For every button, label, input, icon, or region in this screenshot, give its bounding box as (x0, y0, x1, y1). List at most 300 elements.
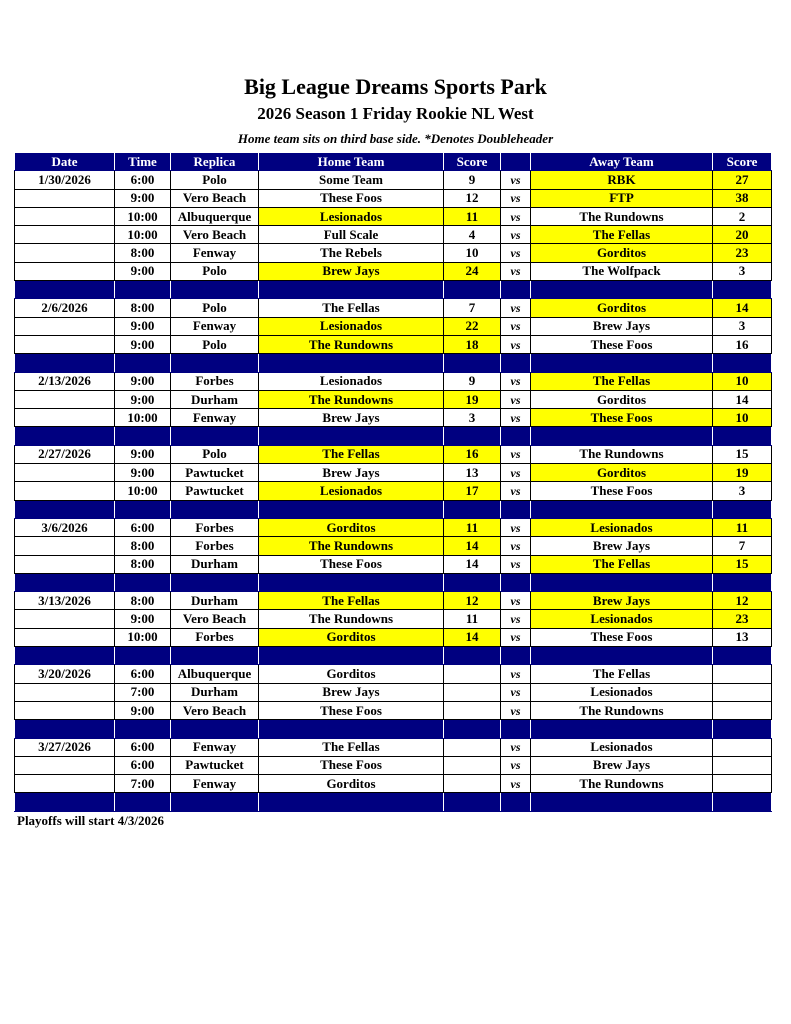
away-score-cell: 15 (713, 555, 772, 573)
separator-cell (15, 793, 115, 811)
home-score-cell (444, 738, 501, 756)
separator-cell (531, 427, 713, 445)
game-row (15, 482, 772, 500)
separator-cell (15, 720, 115, 738)
date-cell: 3/13/2026 (15, 592, 115, 610)
away-team-cell: These Foos (531, 335, 713, 353)
away-score-cell: 10 (713, 409, 772, 427)
away-team-cell: Gorditos (531, 299, 713, 317)
separator-cell (15, 427, 115, 445)
time-cell: 8:00 (115, 592, 171, 610)
away-score-cell (713, 738, 772, 756)
away-team-cell: The Fellas (531, 555, 713, 573)
replica-cell: Pawtucket (171, 482, 259, 500)
away-score-cell: 3 (713, 317, 772, 335)
separator-cell (444, 573, 501, 591)
away-team-cell: Brew Jays (531, 756, 713, 774)
week-separator (15, 647, 772, 665)
away-score-cell: 2 (713, 207, 772, 225)
game-row (15, 226, 772, 244)
header-vs (501, 153, 531, 171)
home-score-cell: 22 (444, 317, 501, 335)
away-score-cell (713, 701, 772, 719)
date-cell: 2/27/2026 (15, 445, 115, 463)
home-score-cell: 7 (444, 299, 501, 317)
separator-cell (501, 647, 531, 665)
replica-cell: Forbes (171, 518, 259, 536)
separator-cell (501, 573, 531, 591)
header-date: Date (15, 153, 115, 171)
home-team-cell: Gorditos (259, 665, 444, 683)
home-team-cell: These Foos (259, 701, 444, 719)
replica-cell: Vero Beach (171, 701, 259, 719)
separator-cell (713, 281, 772, 299)
vs-cell: vs (501, 738, 531, 756)
away-team-cell: These Foos (531, 482, 713, 500)
home-score-cell: 9 (444, 171, 501, 189)
date-cell: 3/27/2026 (15, 738, 115, 756)
separator-cell (171, 720, 259, 738)
away-score-cell: 7 (713, 537, 772, 555)
separator-cell (444, 281, 501, 299)
date-cell: 3/20/2026 (15, 665, 115, 683)
time-cell: 9:00 (115, 335, 171, 353)
separator-cell (713, 500, 772, 518)
home-team-cell: Lesionados (259, 372, 444, 390)
game-row (15, 518, 772, 536)
home-score-cell: 4 (444, 226, 501, 244)
time-cell: 9:00 (115, 372, 171, 390)
separator-cell (171, 354, 259, 372)
away-score-cell: 15 (713, 445, 772, 463)
date-cell (15, 226, 115, 244)
separator-cell (171, 793, 259, 811)
replica-cell: Durham (171, 592, 259, 610)
game-row (15, 189, 772, 207)
replica-cell: Durham (171, 555, 259, 573)
away-score-cell: 12 (713, 592, 772, 610)
separator-cell (15, 573, 115, 591)
home-team-cell: Gorditos (259, 775, 444, 793)
replica-cell: Forbes (171, 372, 259, 390)
separator-cell (115, 427, 171, 445)
time-cell: 7:00 (115, 775, 171, 793)
home-score-cell: 13 (444, 464, 501, 482)
separator-cell (713, 793, 772, 811)
home-score-cell: 19 (444, 390, 501, 408)
date-cell (15, 482, 115, 500)
game-row (15, 409, 772, 427)
replica-cell: Fenway (171, 775, 259, 793)
away-score-cell (713, 683, 772, 701)
away-score-cell: 13 (713, 628, 772, 646)
home-team-cell: Gorditos (259, 518, 444, 536)
header-time: Time (115, 153, 171, 171)
table-header (15, 153, 772, 171)
away-score-cell: 38 (713, 189, 772, 207)
away-score-cell (713, 665, 772, 683)
separator-cell (115, 647, 171, 665)
home-team-cell: Lesionados (259, 207, 444, 225)
home-score-cell (444, 756, 501, 774)
vs-cell: vs (501, 207, 531, 225)
game-row (15, 299, 772, 317)
separator-cell (259, 647, 444, 665)
away-team-cell: The Rundowns (531, 445, 713, 463)
away-score-cell (713, 775, 772, 793)
week-separator (15, 573, 772, 591)
home-score-cell (444, 683, 501, 701)
home-team-cell: Brew Jays (259, 464, 444, 482)
game-row (15, 610, 772, 628)
away-team-cell: Lesionados (531, 738, 713, 756)
separator-cell (171, 647, 259, 665)
separator-cell (531, 720, 713, 738)
vs-cell: vs (501, 244, 531, 262)
home-team-cell: Brew Jays (259, 683, 444, 701)
vs-cell: vs (501, 262, 531, 280)
separator-cell (115, 281, 171, 299)
playoffs-note: Playoffs will start 4/3/2026 (17, 813, 164, 828)
home-team-cell: Gorditos (259, 628, 444, 646)
game-row (15, 701, 772, 719)
date-cell (15, 628, 115, 646)
vs-cell: vs (501, 555, 531, 573)
separator-cell (115, 354, 171, 372)
separator-cell (531, 647, 713, 665)
vs-cell: vs (501, 372, 531, 390)
date-cell (15, 244, 115, 262)
time-cell: 10:00 (115, 628, 171, 646)
date-cell: 2/6/2026 (15, 299, 115, 317)
time-cell: 6:00 (115, 665, 171, 683)
separator-cell (713, 354, 772, 372)
separator-cell (444, 647, 501, 665)
away-score-cell: 3 (713, 482, 772, 500)
time-cell: 6:00 (115, 738, 171, 756)
away-score-cell: 3 (713, 262, 772, 280)
date-cell: 3/6/2026 (15, 518, 115, 536)
replica-cell: Forbes (171, 537, 259, 555)
date-cell (15, 464, 115, 482)
time-cell: 6:00 (115, 171, 171, 189)
separator-cell (444, 793, 501, 811)
replica-cell: Polo (171, 335, 259, 353)
vs-cell: vs (501, 317, 531, 335)
replica-cell: Albuquerque (171, 665, 259, 683)
week-separator (15, 427, 772, 445)
vs-cell: vs (501, 701, 531, 719)
away-team-cell: Brew Jays (531, 537, 713, 555)
replica-cell: Polo (171, 445, 259, 463)
time-cell: 6:00 (115, 518, 171, 536)
away-team-cell: RBK (531, 171, 713, 189)
separator-cell (15, 500, 115, 518)
home-score-cell: 14 (444, 628, 501, 646)
header-home-score: Score (444, 153, 501, 171)
away-score-cell: 23 (713, 610, 772, 628)
date-cell (15, 555, 115, 573)
separator-cell (115, 720, 171, 738)
time-cell: 10:00 (115, 482, 171, 500)
game-row (15, 665, 772, 683)
home-score-cell: 14 (444, 537, 501, 555)
separator-cell (531, 281, 713, 299)
game-row (15, 738, 772, 756)
away-team-cell: FTP (531, 189, 713, 207)
replica-cell: Forbes (171, 628, 259, 646)
game-row (15, 555, 772, 573)
replica-cell: Polo (171, 299, 259, 317)
home-score-cell: 9 (444, 372, 501, 390)
away-team-cell: Brew Jays (531, 317, 713, 335)
separator-cell (115, 793, 171, 811)
away-team-cell: Gorditos (531, 464, 713, 482)
home-team-cell: These Foos (259, 756, 444, 774)
game-row (15, 683, 772, 701)
separator-cell (171, 573, 259, 591)
replica-cell: Vero Beach (171, 189, 259, 207)
time-cell: 10:00 (115, 409, 171, 427)
replica-cell: Vero Beach (171, 226, 259, 244)
home-score-cell: 11 (444, 518, 501, 536)
replica-cell: Durham (171, 683, 259, 701)
game-row (15, 537, 772, 555)
home-score-cell: 24 (444, 262, 501, 280)
separator-cell (713, 427, 772, 445)
home-team-cell: The Fellas (259, 445, 444, 463)
separator-cell (531, 573, 713, 591)
separator-cell (531, 793, 713, 811)
week-separator (15, 354, 772, 372)
time-cell: 9:00 (115, 317, 171, 335)
replica-cell: Polo (171, 171, 259, 189)
replica-cell: Albuquerque (171, 207, 259, 225)
away-score-cell: 19 (713, 464, 772, 482)
home-team-cell: The Rundowns (259, 335, 444, 353)
home-score-cell: 12 (444, 592, 501, 610)
home-team-cell: The Rundowns (259, 610, 444, 628)
date-cell (15, 683, 115, 701)
vs-cell: vs (501, 189, 531, 207)
game-row (15, 372, 772, 390)
separator-cell (713, 573, 772, 591)
vs-cell: vs (501, 537, 531, 555)
vs-cell: vs (501, 226, 531, 244)
game-row (15, 464, 772, 482)
date-cell: 1/30/2026 (15, 171, 115, 189)
separator-cell (259, 427, 444, 445)
away-team-cell: The Wolfpack (531, 262, 713, 280)
home-team-cell: Brew Jays (259, 409, 444, 427)
home-team-cell: Lesionados (259, 317, 444, 335)
away-team-cell: The Rundowns (531, 701, 713, 719)
time-cell: 9:00 (115, 701, 171, 719)
vs-cell: vs (501, 390, 531, 408)
away-team-cell: Gorditos (531, 390, 713, 408)
home-score-cell: 3 (444, 409, 501, 427)
separator-cell (259, 281, 444, 299)
away-team-cell: Lesionados (531, 683, 713, 701)
week-separator (15, 793, 772, 811)
separator-cell (259, 793, 444, 811)
date-cell (15, 207, 115, 225)
separator-cell (531, 354, 713, 372)
separator-cell (15, 647, 115, 665)
home-score-cell: 16 (444, 445, 501, 463)
home-team-cell: The Rundowns (259, 537, 444, 555)
home-team-cell: The Fellas (259, 738, 444, 756)
replica-cell: Pawtucket (171, 464, 259, 482)
vs-cell: vs (501, 518, 531, 536)
home-team-cell: Some Team (259, 171, 444, 189)
separator-cell (444, 354, 501, 372)
date-cell (15, 701, 115, 719)
vs-cell: vs (501, 756, 531, 774)
home-team-cell: The Fellas (259, 299, 444, 317)
page-subtitle: 2026 Season 1 Friday Rookie NL West (257, 104, 534, 123)
replica-cell: Durham (171, 390, 259, 408)
week-separator (15, 281, 772, 299)
separator-cell (259, 354, 444, 372)
time-cell: 10:00 (115, 207, 171, 225)
schedule-table (14, 152, 772, 812)
page-title: Big League Dreams Sports Park (244, 74, 547, 99)
game-row (15, 756, 772, 774)
time-cell: 10:00 (115, 226, 171, 244)
separator-cell (713, 647, 772, 665)
vs-cell: vs (501, 683, 531, 701)
separator-cell (444, 500, 501, 518)
time-cell: 9:00 (115, 262, 171, 280)
game-row (15, 390, 772, 408)
home-score-cell: 11 (444, 207, 501, 225)
separator-cell (259, 720, 444, 738)
vs-cell: vs (501, 464, 531, 482)
home-score-cell: 14 (444, 555, 501, 573)
away-score-cell: 16 (713, 335, 772, 353)
away-score-cell: 23 (713, 244, 772, 262)
away-team-cell: These Foos (531, 628, 713, 646)
home-team-cell: The Rebels (259, 244, 444, 262)
separator-cell (115, 500, 171, 518)
vs-cell: vs (501, 775, 531, 793)
game-row (15, 628, 772, 646)
separator-cell (259, 573, 444, 591)
vs-cell: vs (501, 335, 531, 353)
date-cell (15, 610, 115, 628)
date-cell (15, 409, 115, 427)
away-team-cell: These Foos (531, 409, 713, 427)
separator-cell (259, 500, 444, 518)
time-cell: 8:00 (115, 299, 171, 317)
game-row (15, 262, 772, 280)
week-separator (15, 720, 772, 738)
home-score-cell: 11 (444, 610, 501, 628)
date-cell (15, 317, 115, 335)
away-team-cell: The Fellas (531, 665, 713, 683)
away-score-cell: 20 (713, 226, 772, 244)
date-cell (15, 189, 115, 207)
date-cell (15, 262, 115, 280)
away-score-cell: 14 (713, 390, 772, 408)
replica-cell: Fenway (171, 409, 259, 427)
home-team-cell: Brew Jays (259, 262, 444, 280)
home-team-cell: Lesionados (259, 482, 444, 500)
date-cell (15, 335, 115, 353)
away-team-cell: The Rundowns (531, 775, 713, 793)
time-cell: 7:00 (115, 683, 171, 701)
schedule-note: Home team sits on third base side. *Denotes Doubleheader (237, 131, 554, 146)
time-cell: 6:00 (115, 756, 171, 774)
away-score-cell (713, 756, 772, 774)
game-row (15, 244, 772, 262)
separator-cell (713, 720, 772, 738)
separator-cell (501, 427, 531, 445)
home-team-cell: These Foos (259, 189, 444, 207)
game-row (15, 207, 772, 225)
away-team-cell: Lesionados (531, 518, 713, 536)
separator-cell (501, 281, 531, 299)
date-cell (15, 390, 115, 408)
time-cell: 9:00 (115, 610, 171, 628)
separator-cell (531, 500, 713, 518)
header-replica: Replica (171, 153, 259, 171)
header-home-team: Home Team (259, 153, 444, 171)
separator-cell (444, 720, 501, 738)
home-score-cell: 17 (444, 482, 501, 500)
vs-cell: vs (501, 482, 531, 500)
away-team-cell: Lesionados (531, 610, 713, 628)
game-row (15, 317, 772, 335)
game-row (15, 592, 772, 610)
home-score-cell: 10 (444, 244, 501, 262)
time-cell: 9:00 (115, 445, 171, 463)
time-cell: 8:00 (115, 537, 171, 555)
game-row (15, 775, 772, 793)
separator-cell (171, 281, 259, 299)
home-team-cell: The Rundowns (259, 390, 444, 408)
away-team-cell: The Fellas (531, 372, 713, 390)
date-cell (15, 756, 115, 774)
away-team-cell: The Fellas (531, 226, 713, 244)
away-score-cell: 11 (713, 518, 772, 536)
separator-cell (444, 427, 501, 445)
header-away-team: Away Team (531, 153, 713, 171)
time-cell: 9:00 (115, 189, 171, 207)
separator-cell (15, 281, 115, 299)
vs-cell: vs (501, 592, 531, 610)
game-row (15, 445, 772, 463)
home-score-cell (444, 665, 501, 683)
time-cell: 8:00 (115, 555, 171, 573)
separator-cell (501, 354, 531, 372)
replica-cell: Fenway (171, 244, 259, 262)
replica-cell: Polo (171, 262, 259, 280)
replica-cell: Fenway (171, 317, 259, 335)
replica-cell: Fenway (171, 738, 259, 756)
time-cell: 8:00 (115, 244, 171, 262)
home-team-cell: The Fellas (259, 592, 444, 610)
vs-cell: vs (501, 409, 531, 427)
away-team-cell: Gorditos (531, 244, 713, 262)
home-score-cell (444, 775, 501, 793)
separator-cell (171, 500, 259, 518)
separator-cell (15, 354, 115, 372)
game-row (15, 171, 772, 189)
game-row (15, 335, 772, 353)
week-separator (15, 500, 772, 518)
